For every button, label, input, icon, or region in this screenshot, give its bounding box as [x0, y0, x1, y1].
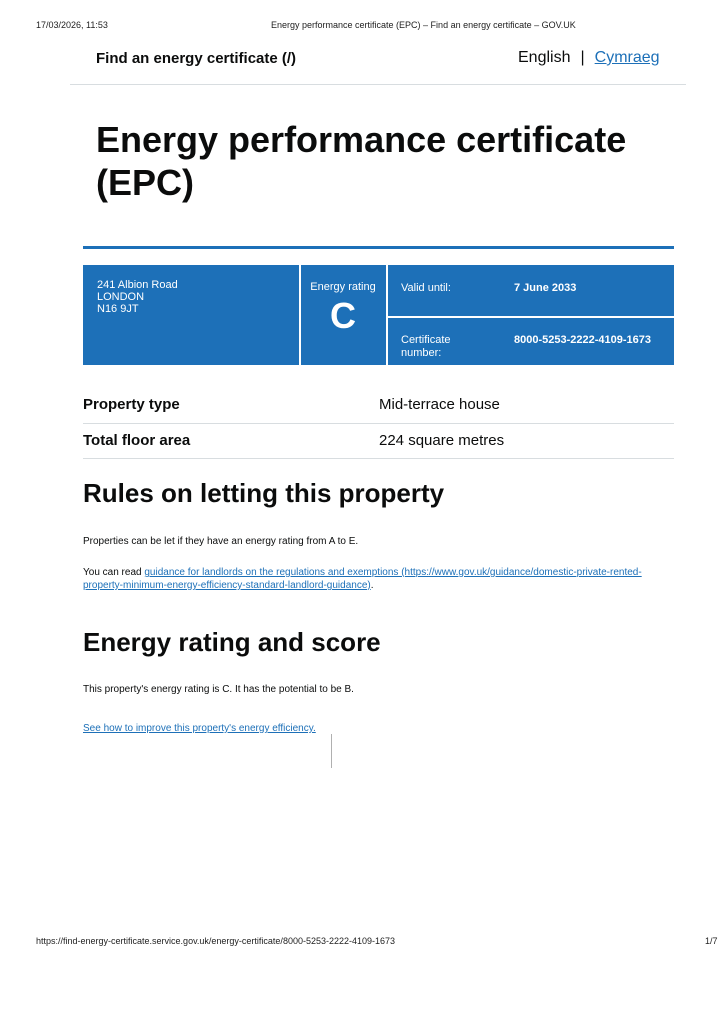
guidance-suffix: .: [370, 580, 374, 591]
floor-area-value: 224 square metres: [379, 432, 505, 449]
print-title: Energy performance certificate (EPC) – Find an energy certificate – GOV.UK: [271, 20, 576, 30]
text-cursor-mark: [331, 734, 332, 768]
property-type-key: Property type: [83, 396, 180, 413]
rules-heading: Rules on letting this property: [83, 478, 445, 508]
property-type-value: Mid-terrace house: [379, 396, 500, 413]
print-url: https://find-energy-certificate.service.gov.uk/energy-certificate/8000-5253-2222-4109-1673: [36, 936, 396, 946]
address-line-3: N16 9JT: [97, 303, 139, 315]
energy-rating-label: Energy rating: [310, 281, 376, 293]
rating-score-heading: Energy rating and score: [83, 627, 381, 657]
language-switcher: [518, 49, 660, 67]
landlord-guidance-link[interactable]: guidance for landlords on the regulations and exemptions (https://www.gov.uk/guidance/domestic-private-rented-property-minimum-energy-efficiency-standard-landlord-guidance): [83, 567, 642, 591]
panel-divider: [387, 316, 674, 318]
service-name-link[interactable]: Find an energy certificate (/): [96, 50, 297, 67]
rules-guidance-paragraph: [83, 566, 673, 592]
lang-cymraeg-link[interactable]: Cymraeg: [594, 49, 660, 66]
summary-row-divider: [83, 423, 674, 424]
lang-english: English: [518, 49, 571, 66]
improve-efficiency-link[interactable]: See how to improve this property's energy efficiency.: [83, 723, 316, 734]
certificate-number-value: 8000-5253-2222-4109-1673: [514, 334, 652, 346]
rules-paragraph: Properties can be let if they have an energy rating from A to E.: [83, 536, 359, 547]
certificate-number-label: Certificate number:: [401, 334, 451, 359]
address-line-2: LONDON: [97, 291, 145, 303]
valid-until-label: Valid until:: [401, 282, 451, 294]
energy-rating-letter: C: [330, 295, 356, 336]
rating-score-paragraph: This property's energy rating is C. It has the potential to be B.: [83, 684, 354, 695]
summary-row-divider: [83, 458, 674, 459]
panel-divider: [386, 265, 388, 365]
header-divider: [70, 84, 686, 85]
guidance-prefix: You can read: [83, 567, 145, 578]
epc-summary-panel: [83, 265, 674, 365]
lang-separator: |: [580, 49, 585, 66]
title-divider: [83, 246, 674, 249]
print-page-number: 1/7: [705, 936, 718, 946]
address-line-1: 241 Albion Road: [97, 279, 178, 291]
valid-until-value: 7 June 2033: [514, 282, 577, 294]
property-address: [97, 279, 178, 315]
page-title: Energy performance certificate (EPC): [96, 119, 627, 203]
floor-area-key: Total floor area: [83, 432, 191, 449]
print-date: 17/03/2026, 11:53: [36, 20, 108, 30]
